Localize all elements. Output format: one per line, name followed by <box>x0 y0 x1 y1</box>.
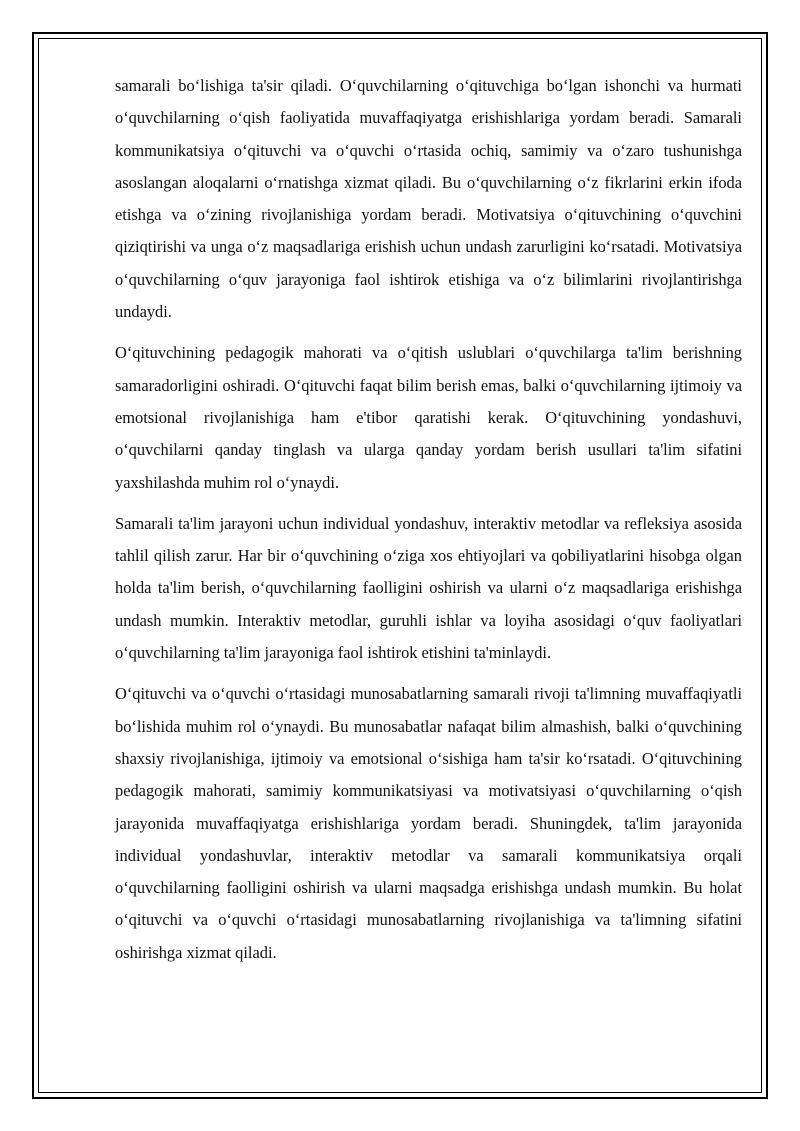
paragraph-2: Oʻqituvchining pedagogik mahorati va oʻqitish uslublari oʻquvchilarga ta'lim berishning samaradorligini oshiradi. Oʻqituvchi faqat bilim berish emas, balki oʻquvchilarning ijtimoiy va emotsional rivojlanishiga ham e'tibor qaratishi kerak. Oʻqituvchining yondashuvi, oʻquvchilarni qanday tinglash va ularga qanday yordam berish usullari ta'lim sifatini yaxshilashda muhim rol oʻynaydi. <box>115 343 742 492</box>
document-body <box>115 70 742 978</box>
paragraph-3: Samarali ta'lim jarayoni uchun individual yondashuv, interaktiv metodlar va refleksiya asosida tahlil qilish zarur. Har bir oʻquvchining oʻziga xos ehtiyojlari va qobiliyatlarini hisobga olgan holda ta'lim berish, oʻquvchilarning faolligini oshirish va ularni oʻz maqsadlariga erishishga undash mumkin. Interaktiv metodlar, guruhli ishlar va loyiha asosidagi oʻquv faoliyatlari oʻquvchilarning ta'lim jarayoniga faol ishtirok etishini ta'minlaydi. <box>115 513 742 663</box>
paragraph-1: samarali boʻlishiga ta'sir qiladi. Oʻquvchilarning oʻqituvchiga boʻlgan ishonchi va hurmati oʻquvchilarning oʻqish faoliyatida muvaffaqiyatga erishishlariga yordam beradi. Samarali kommunikatsiya oʻqituvchi va oʻquvchi oʻrtasida ochiq, samimiy va oʻzaro tushunishga asoslangan aloqalarni oʻrnatishga xizmat qiladi. Bu oʻquvchilarning oʻz fikrlarini erkin ifoda etishga va oʻzining rivojlanishiga yordam beradi. Motivatsiya oʻqituvchining oʻquvchini qiziqtirishi va unga oʻz maqsadlariga erishish uchun undash zarurligini koʻrsatadi. Motivatsiya oʻquvchilarning oʻquv jarayoniga faol ishtirok etishiga va oʻz bilimlarini rivojlantirishga undaydi. <box>115 76 742 322</box>
paragraph-4: Oʻqituvchi va oʻquvchi oʻrtasidagi munosabatlarning samarali rivoji ta'limning muvaffaqiyatli boʻlishida muhim rol oʻynaydi. Bu munosabatlar nafaqat bilim almashish, balki oʻquvchining shaxsiy rivojlanishiga, ijtimoiy va emotsional oʻsishiga ham ta'sir koʻrsatadi. Oʻqituvchining pedagogik mahorati, samimiy kommunikatsiyasi va motivatsiyasi oʻquvchilarning oʻqish jarayonida muvaffaqiyatga erishishlariga yordam beradi. Shuningdek, ta'lim jarayonida individual yondashuvlar, interaktiv metodlar va samarali kommunikatsiya orqali oʻquvchilarning faolligini oshirish va ularni maqsadga erishishga undash mumkin. Bu holat oʻqituvchi va oʻquvchi oʻrtasidagi munosabatlarning rivojlanishiga va ta'limning sifatini oshirishga xizmat qiladi. <box>115 684 742 962</box>
